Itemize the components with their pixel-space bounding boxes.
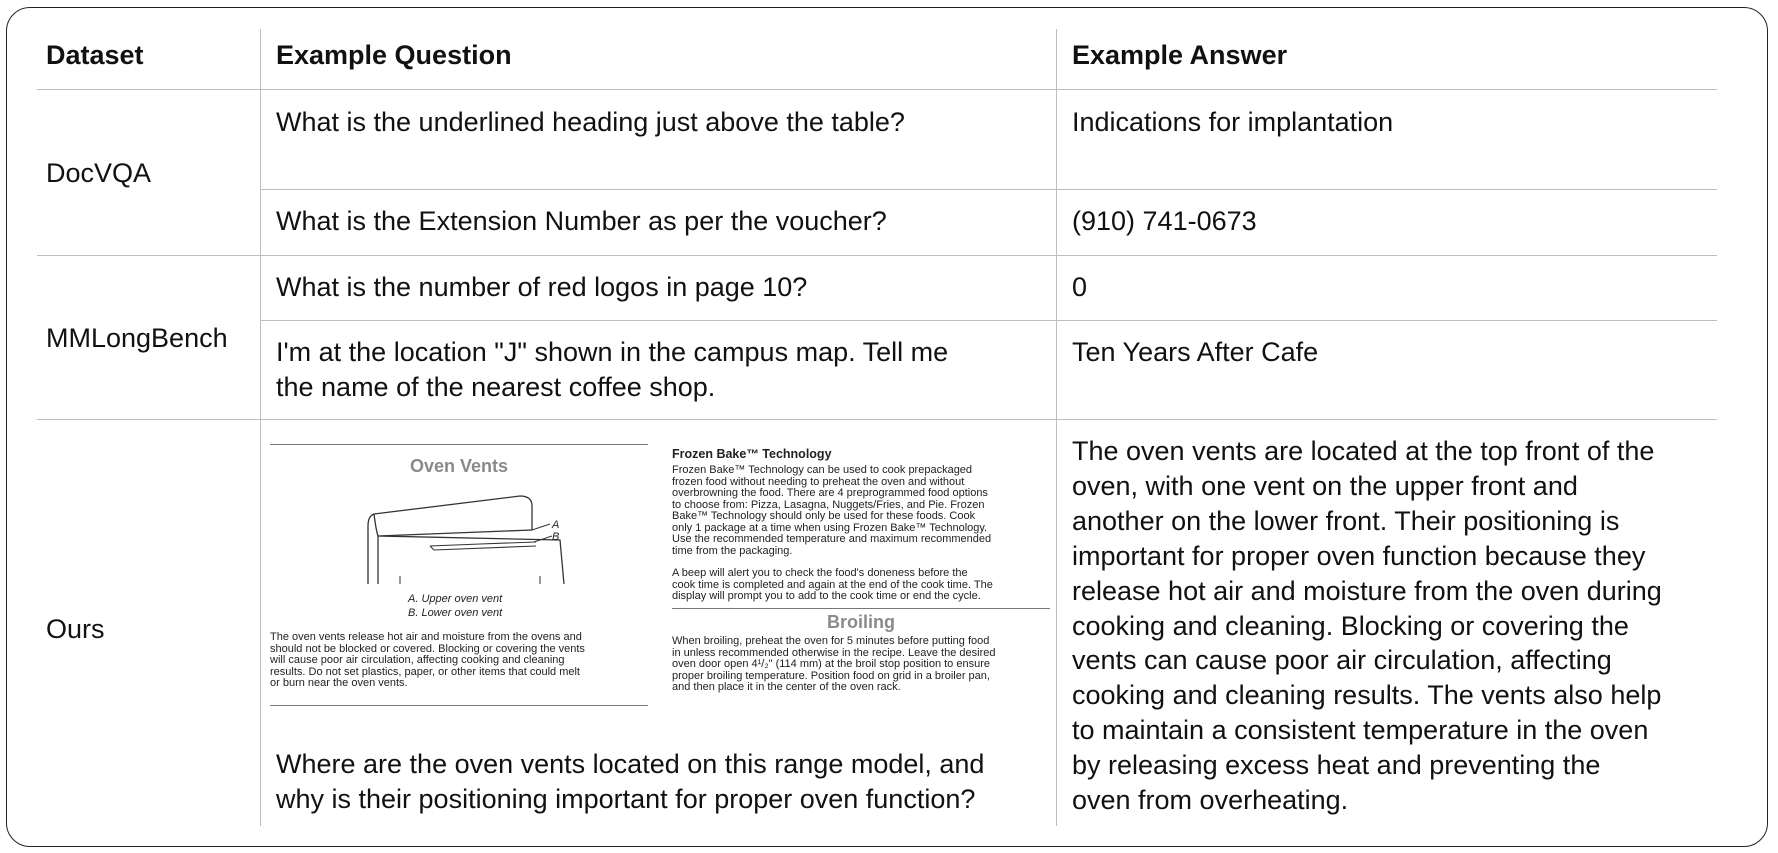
- row-divider: [260, 320, 1717, 321]
- doc-right-line: cook time is completed and again at the end of the cook time. The: [672, 578, 993, 591]
- header-answer: Example Answer: [1072, 40, 1288, 70]
- doc-right-line: and then place it in the center of the oven rack.: [672, 681, 901, 693]
- header-question: Example Question: [276, 40, 512, 70]
- doc-frozen-bake-paragraph: [672, 465, 1052, 557]
- doc-right-line: time from the packaging.: [672, 544, 793, 557]
- ours-answer-line: cooking and cleaning. Blocking or covering the: [1072, 610, 1629, 641]
- doc-beep-paragraph: [672, 568, 1056, 603]
- dataset-docvqa: DocVQA: [46, 158, 152, 188]
- doc-right-line: overbrowning the food. There are 4 preprogrammed food options: [672, 487, 988, 499]
- oven-vents-illustration: [360, 484, 570, 594]
- dataset-ours: Ours: [46, 614, 105, 644]
- doc-right-line: to choose from: Pizza, Lasagna, Nuggets/Fries, and Pie. Frozen: [672, 498, 985, 511]
- doc-right-line: Use the recommended temperature and maximum recommended: [672, 533, 992, 545]
- ours-answer-line: cooking and cleaning results. The vents also help: [1072, 680, 1662, 711]
- doc-left-line: results. Do not set plastics, paper, or other items that could melt: [270, 665, 580, 678]
- doc-rule: [270, 444, 648, 445]
- document-image: [270, 440, 1054, 724]
- ours-answer-line: another on the lower front. Their positioning is: [1072, 505, 1620, 536]
- label-a: A: [552, 519, 560, 531]
- header-divider: [37, 89, 1717, 90]
- doc-rule: [270, 705, 648, 706]
- docvqa-answer-1: Indications for implantation: [1072, 107, 1394, 137]
- column-divider: [1056, 29, 1057, 826]
- ours-question-line1: Where are the oven vents located on this range model, and: [276, 749, 985, 779]
- mmlong-question-2-line1: I'm at the location "J" shown in the campus map. Tell me: [276, 337, 949, 367]
- doc-rule: [672, 608, 1050, 609]
- mmlong-answer-1: 0: [1072, 272, 1088, 302]
- doc-left-line: will cause poor air circulation, affecting cooking and cleaning: [270, 654, 565, 666]
- dataset-mmlongbench: MMLongBench: [46, 323, 228, 353]
- label-b: B: [552, 531, 560, 543]
- doc-oven-vents-title: Oven Vents: [409, 456, 509, 476]
- ours-answer-line: oven, with one vent on the upper front and: [1072, 470, 1578, 501]
- ours-answer-line: The oven vents are located at the top front of the: [1072, 436, 1655, 466]
- row-divider: [260, 189, 1717, 190]
- mmlong-question-2-line2: the name of the nearest coffee shop.: [276, 372, 716, 402]
- docvqa-answer-2: (910) 741-0673: [1072, 206, 1257, 236]
- doc-broiling-title: Broiling: [827, 612, 895, 632]
- doc-frozen-bake-heading: Frozen Bake™ Technology: [672, 447, 832, 461]
- column-divider: [260, 29, 261, 826]
- ours-answer-line: to maintain a consistent temperature in the oven: [1072, 715, 1649, 746]
- doc-right-line: Bake™ Technology should only be used for these foods. Cook: [672, 510, 976, 522]
- ours-answer: [1072, 434, 1662, 818]
- ours-answer-line: important for proper oven function because they: [1072, 540, 1646, 571]
- mmlong-answer-2: Ten Years After Cafe: [1072, 337, 1319, 367]
- docvqa-question-1: What is the underlined heading just above the table?: [276, 107, 905, 137]
- docvqa-question-2: What is the Extension Number as per the voucher?: [276, 206, 887, 236]
- row-divider: [37, 255, 1717, 256]
- doc-right-line: display will prompt you to add to the cook time or end the cycle.: [672, 590, 981, 602]
- header-dataset: Dataset: [46, 40, 144, 70]
- doc-right-line: in unless recommended otherwise in the recipe. Leave the desired: [672, 646, 996, 659]
- mmlong-question-2: [276, 335, 948, 405]
- doc-right-line: A beep will alert you to check the food's doneness before the: [672, 567, 968, 579]
- ours-answer-line: by releasing excess heat and preventing the: [1072, 750, 1601, 781]
- row-divider: [37, 419, 1717, 420]
- ours-question: [276, 747, 984, 817]
- mmlong-question-1: What is the number of red logos in page 10?: [276, 272, 808, 302]
- doc-right-line: oven door open 4¹/₂" (114 mm) at the broil stop position to ensure: [672, 658, 990, 670]
- doc-left-line: The oven vents release hot air and moisture from the ovens and: [270, 631, 582, 643]
- ours-answer-line: release hot air and moisture from the oven during: [1072, 575, 1662, 606]
- doc-right-line: proper broiling temperature. Position food on grid in a broiler pan,: [672, 669, 990, 682]
- doc-right-line: When broiling, preheat the oven for 5 minutes before putting food: [672, 635, 990, 647]
- ours-answer-line: vents can cause poor air circulation, affecting: [1072, 645, 1612, 676]
- doc-left-paragraph: [270, 632, 650, 690]
- doc-left-line: should not be blocked or covered. Blocking or covering the vents: [270, 642, 585, 655]
- ours-question-line2: why is their positioning important for proper oven function?: [276, 784, 976, 814]
- doc-right-line: frozen food without needing to preheat the oven and without: [672, 475, 965, 488]
- doc-right-line: only 1 package at a time when using Frozen Bake™ Technology.: [672, 521, 988, 534]
- ours-answer-line: oven from overheating.: [1072, 785, 1349, 816]
- caption-lower-vent: B. Lower oven vent: [408, 607, 503, 619]
- doc-broiling-paragraph: [672, 636, 1056, 694]
- doc-right-line: Frozen Bake™ Technology can be used to cook prepackaged: [672, 464, 973, 476]
- doc-left-line: or burn near the oven vents.: [270, 677, 408, 689]
- caption-upper-vent: A. Upper oven vent: [408, 593, 503, 605]
